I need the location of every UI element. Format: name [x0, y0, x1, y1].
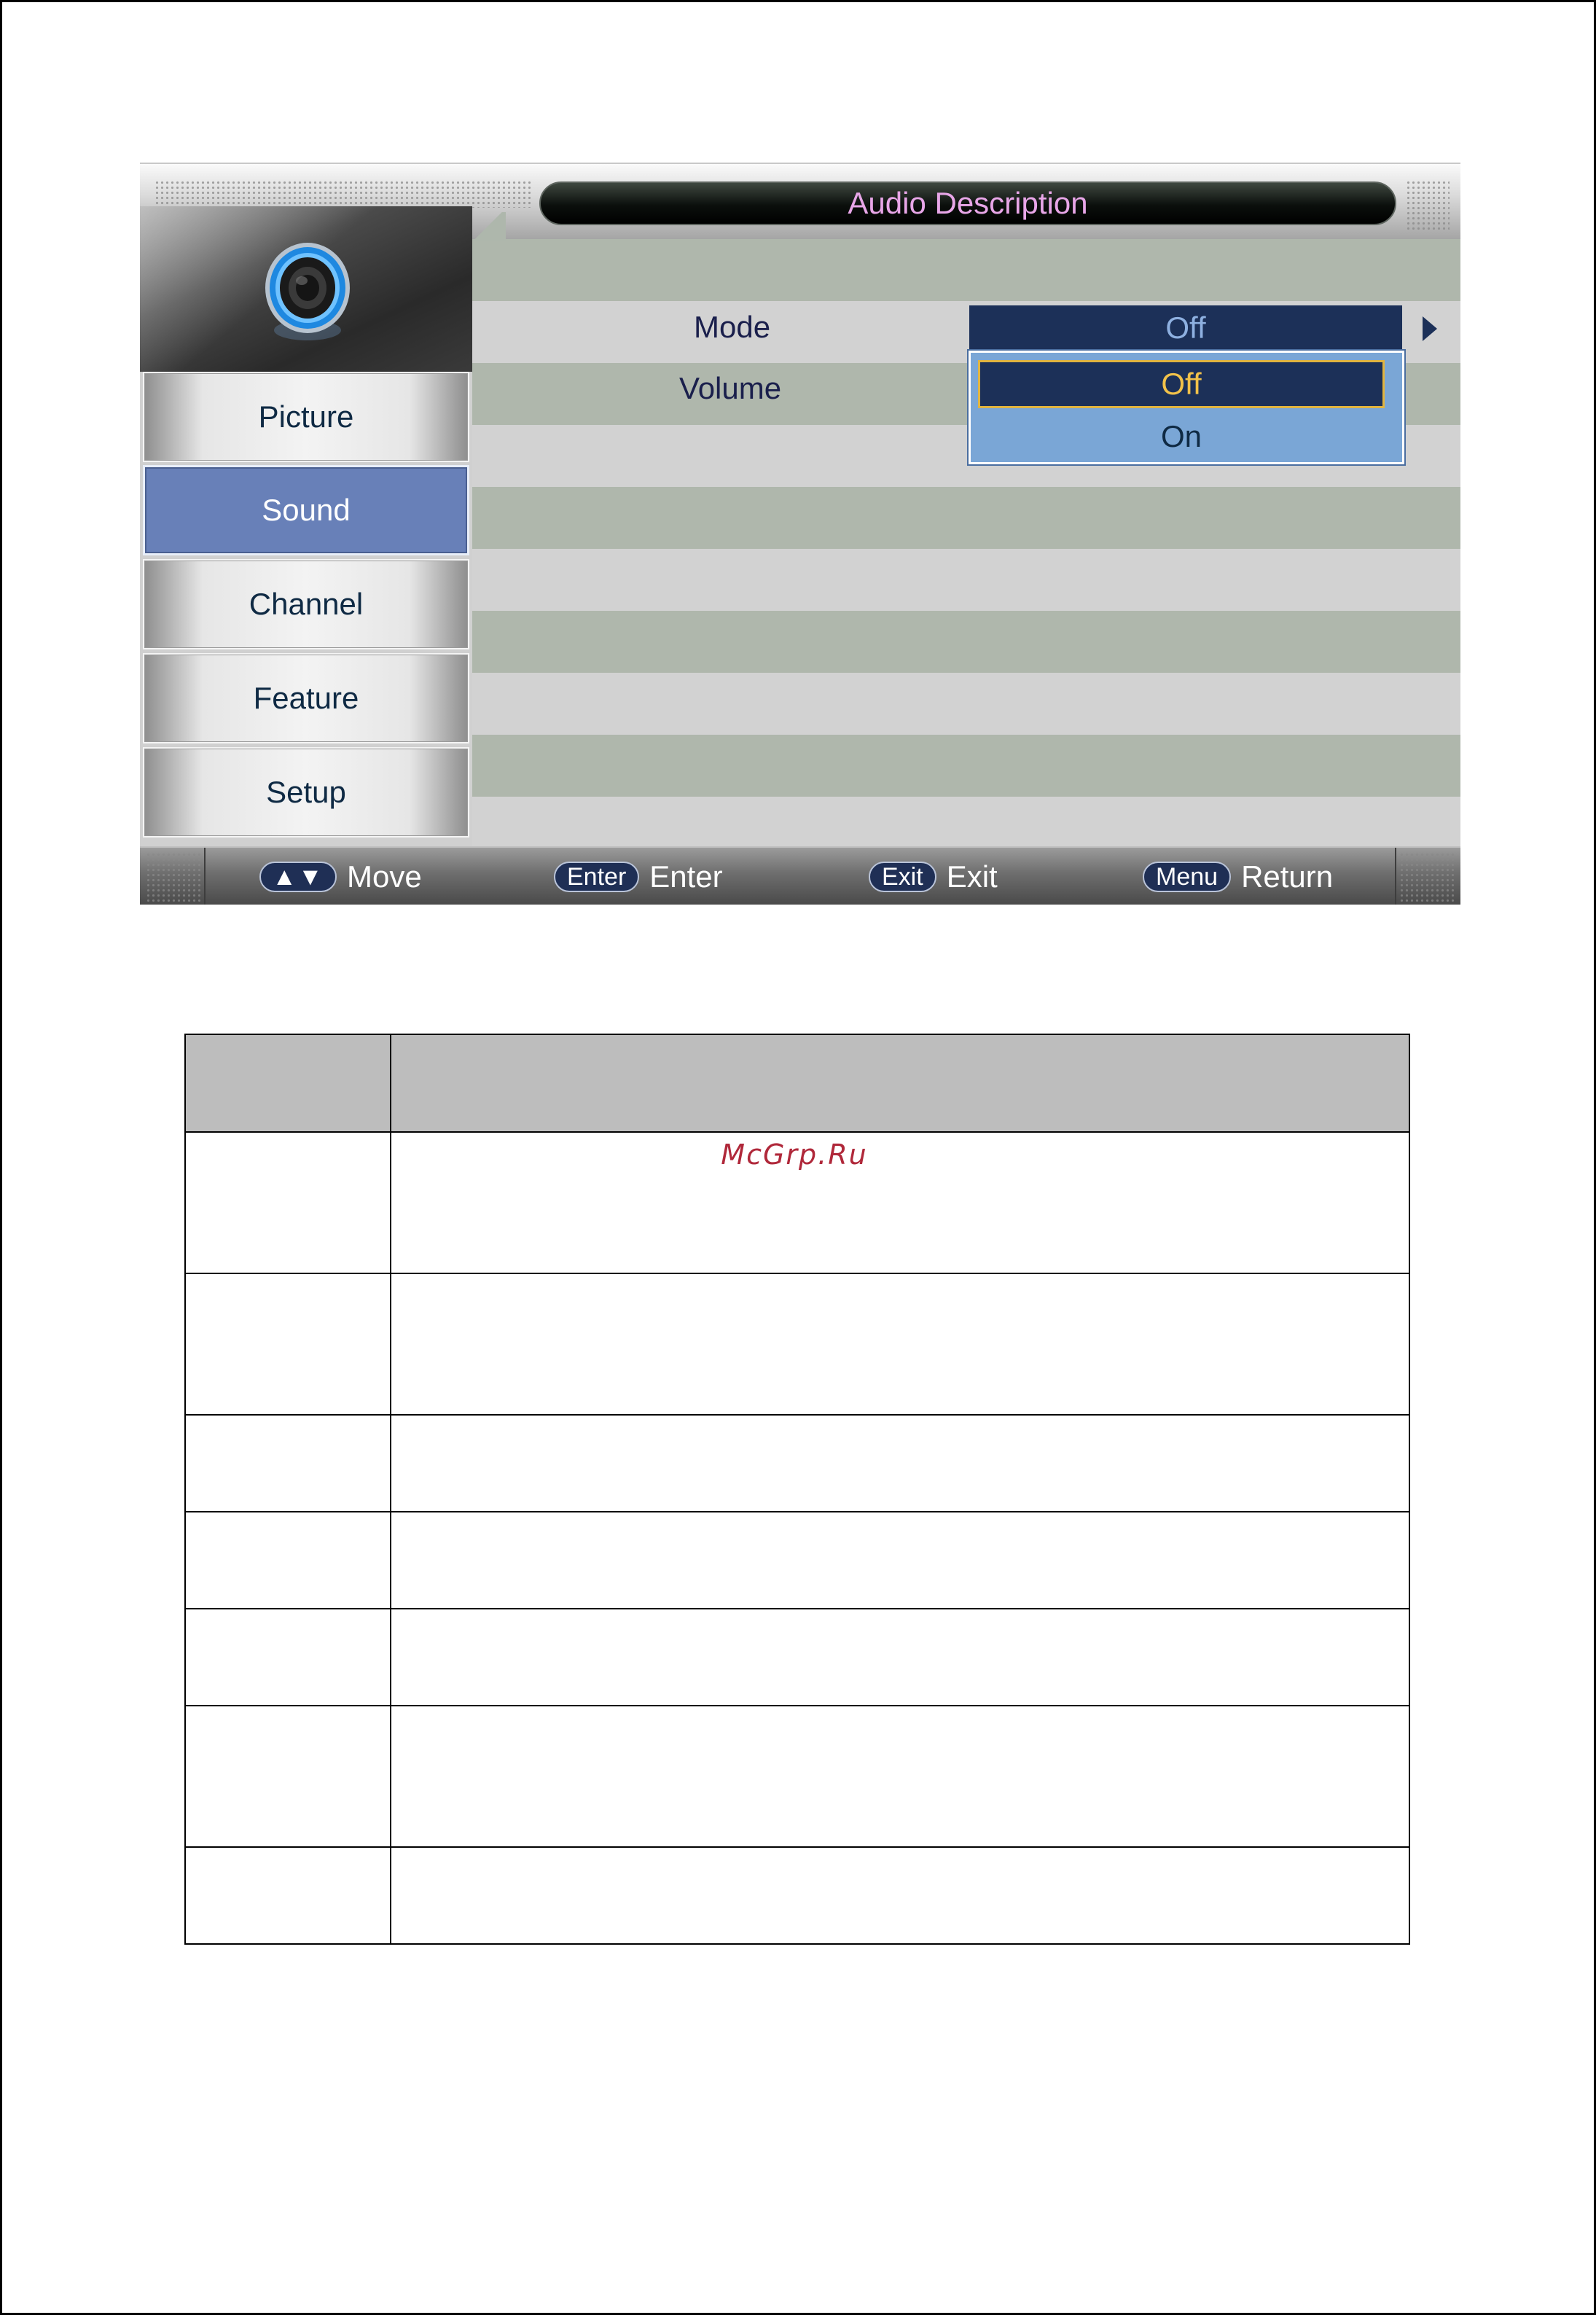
- hint-enter: [554, 858, 723, 896]
- table-cell: [391, 1706, 1409, 1847]
- key-label: Enter: [567, 862, 627, 891]
- table-row: [185, 1706, 1409, 1847]
- dot-texture: [146, 852, 201, 902]
- row-stripe: [472, 239, 1460, 301]
- dropdown-option-on[interactable]: [978, 413, 1385, 461]
- osd-bottom-bar: [140, 846, 1460, 905]
- key-label: Exit: [882, 862, 923, 891]
- mode-value-field[interactable]: [969, 305, 1402, 351]
- mode-dropdown[interactable]: [969, 351, 1404, 464]
- sidebar-item-channel[interactable]: [143, 559, 469, 649]
- row-stripe: [472, 611, 1460, 673]
- sidebar-item-label: Picture: [258, 399, 354, 434]
- table-cell: [391, 1847, 1409, 1944]
- table-row: [185, 1609, 1409, 1706]
- dot-texture: [1406, 180, 1450, 231]
- table-row: [185, 1273, 1409, 1415]
- table-cell: [391, 1512, 1409, 1609]
- table-cell: [185, 1415, 391, 1512]
- sidebar-item-label: Feature: [253, 681, 359, 715]
- hint-label: Move: [347, 859, 422, 894]
- table-row: [185, 1132, 1409, 1273]
- table-row: [185, 1415, 1409, 1512]
- hint-exit: [869, 858, 998, 896]
- table-cell: [391, 1273, 1409, 1415]
- enter-key: [554, 862, 639, 892]
- up-down-arrows-icon: ▲▼: [272, 862, 324, 891]
- sound-category-banner: [140, 206, 472, 372]
- mode-value: Off: [1165, 311, 1206, 345]
- speaker-icon: [264, 243, 351, 352]
- row-stripe: [472, 735, 1460, 797]
- key-label: Menu: [1156, 862, 1218, 891]
- hint-label: Exit: [946, 859, 998, 894]
- tv-osd-menu: [140, 163, 1460, 905]
- table-header-cell: [391, 1034, 1409, 1132]
- title-bar: [539, 181, 1396, 225]
- table-cell: [391, 1609, 1409, 1706]
- dot-texture: [1399, 852, 1455, 902]
- dropdown-option-off[interactable]: [978, 360, 1385, 408]
- hint-label: Enter: [649, 859, 723, 894]
- dot-texture: [154, 180, 533, 208]
- sidebar-item-feature[interactable]: [143, 653, 469, 743]
- volume-label[interactable]: Volume: [679, 371, 782, 405]
- hint-label: Return: [1241, 859, 1334, 894]
- sidebar-item-label: Setup: [266, 775, 346, 809]
- page-title: Audio Description: [848, 186, 1088, 220]
- arrow-right-icon[interactable]: [1423, 316, 1437, 341]
- description-table: [184, 1034, 1410, 1945]
- sidebar-item-label: Channel: [249, 587, 364, 621]
- dropdown-option-label: Off: [1161, 367, 1202, 401]
- sidebar-item-sound[interactable]: [143, 465, 469, 555]
- sidebar: [140, 206, 472, 861]
- sidebar-item-label: Sound: [262, 493, 351, 527]
- table-cell: [185, 1706, 391, 1847]
- table-cell: [185, 1847, 391, 1944]
- sidebar-item-setup[interactable]: [143, 747, 469, 838]
- dropdown-option-label: On: [1160, 419, 1202, 453]
- hint-return: [1143, 858, 1333, 896]
- row-stripe: [472, 549, 1460, 611]
- table-cell: [185, 1273, 391, 1415]
- row-stripe: [472, 487, 1460, 549]
- mode-label[interactable]: Mode: [694, 310, 771, 344]
- table-cell: [185, 1512, 391, 1609]
- row-stripe: [472, 673, 1460, 735]
- hint-move: [259, 858, 422, 896]
- up-down-key: [259, 862, 337, 892]
- table-cell: [391, 1415, 1409, 1512]
- table-row: [185, 1512, 1409, 1609]
- divider: [204, 848, 206, 905]
- notch-corner: [469, 212, 506, 241]
- table-cell: [391, 1132, 1409, 1273]
- menu-key: [1143, 862, 1231, 892]
- exit-key: [869, 862, 936, 892]
- table-header-row: [185, 1034, 1409, 1132]
- watermark: McGrp.Ru: [721, 1139, 868, 1171]
- table-row: [185, 1847, 1409, 1944]
- table-cell: [185, 1609, 391, 1706]
- table-header-cell: [185, 1034, 391, 1132]
- sidebar-item-picture[interactable]: [143, 372, 469, 462]
- divider: [1395, 848, 1396, 905]
